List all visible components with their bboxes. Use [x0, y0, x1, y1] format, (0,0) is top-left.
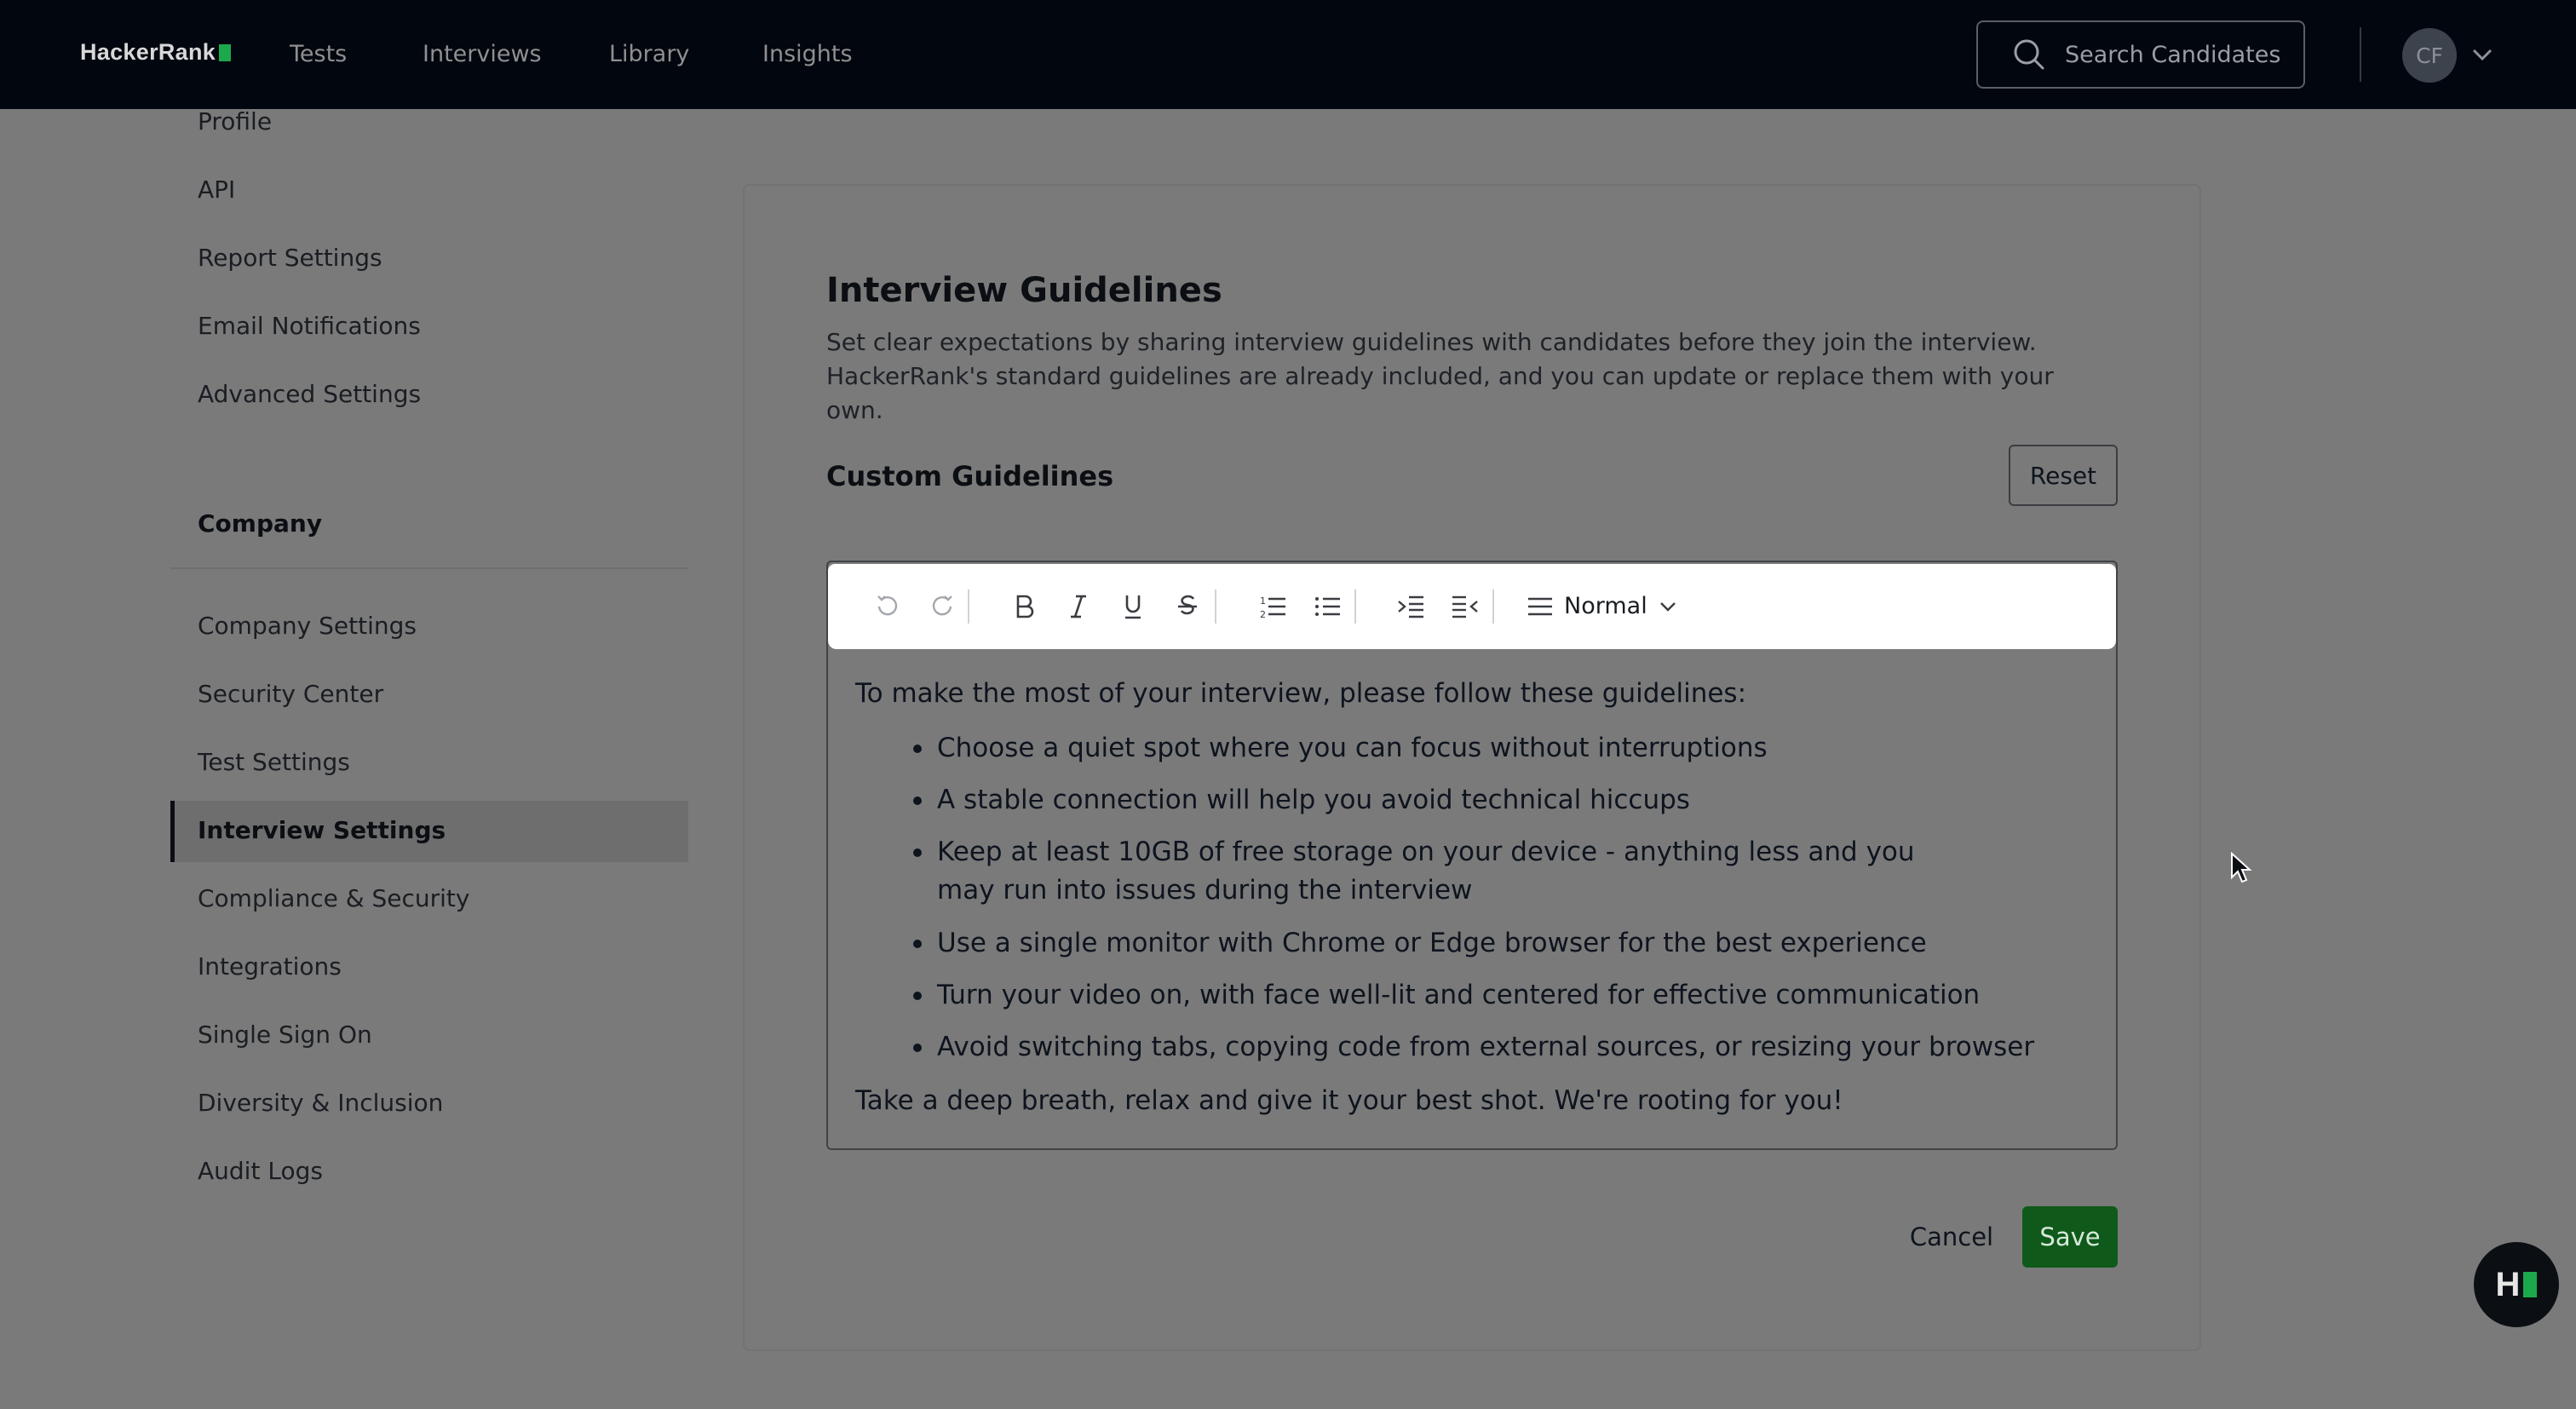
sidebar-item-diversity-inclusion[interactable]: Diversity & Inclusion: [198, 1089, 444, 1117]
chevron-down-icon[interactable]: [2470, 44, 2494, 65]
nav-insights[interactable]: Insights: [762, 41, 853, 67]
sidebar-divider: [170, 567, 688, 569]
toolbar-divider: [1492, 589, 1494, 624]
italic-icon[interactable]: [1061, 589, 1095, 624]
sidebar-item-security-center[interactable]: Security Center: [198, 680, 384, 708]
sidebar-item-single-sign-on[interactable]: Single Sign On: [198, 1021, 372, 1049]
avatar[interactable]: CF: [2402, 28, 2457, 83]
sidebar-item-profile[interactable]: Profile: [198, 107, 273, 135]
indent-icon[interactable]: [1394, 589, 1428, 624]
help-chat-button[interactable]: [2474, 1242, 2559, 1327]
bold-icon[interactable]: [1007, 589, 1041, 624]
section-title: Custom Guidelines: [826, 460, 1114, 492]
bullet-list-icon[interactable]: [1310, 589, 1344, 624]
sidebar-item-integrations[interactable]: Integrations: [198, 952, 342, 981]
logo-mark-icon: [219, 44, 231, 61]
help-logo-icon: H: [2495, 1265, 2521, 1303]
redo-icon[interactable]: [925, 589, 959, 624]
search-candidates-input[interactable]: [1976, 20, 2305, 89]
toolbar-divider: [1354, 589, 1356, 624]
list-item: Choose a quiet spot where you can focus without interruptions: [937, 729, 2044, 768]
nav-divider: [2360, 27, 2361, 82]
outdent-icon[interactable]: [1448, 589, 1482, 624]
sidebar-item-audit-logs[interactable]: Audit Logs: [198, 1157, 323, 1185]
sidebar-item-api[interactable]: API: [198, 175, 236, 204]
list-item: Keep at least 10GB of free storage on your device - anything less and you may run into issues during the interview: [937, 833, 1976, 910]
editor-toolbar: [828, 564, 2116, 649]
cancel-button[interactable]: Cancel: [1896, 1206, 2007, 1268]
align-icon[interactable]: [1523, 589, 1557, 624]
search-icon: [2012, 37, 2046, 72]
sidebar-item-email-notifications[interactable]: Email Notifications: [198, 312, 421, 340]
nav-interviews[interactable]: Interviews: [423, 41, 542, 67]
reset-button[interactable]: Reset: [2009, 445, 2118, 506]
top-navbar: [0, 0, 2576, 109]
block-style-select[interactable]: Normal: [1564, 593, 1647, 619]
page-description: Set clear expectations by sharing interview guidelines with candidates before they join the interview. HackerRank's standard guidelines are already included, and you can update or replace them with your own.: [826, 328, 2054, 424]
page-title: Interview Guidelines: [826, 271, 1222, 310]
chevron-down-icon[interactable]: [1651, 589, 1685, 624]
list-item: Avoid switching tabs, copying code from external sources, or resizing your browser: [937, 1028, 2044, 1067]
help-logo-mark-icon: [2523, 1272, 2537, 1297]
undo-icon[interactable]: [871, 589, 905, 624]
list-item: Use a single monitor with Chrome or Edge browser for the best experience: [937, 924, 2044, 963]
sidebar-item-advanced-settings[interactable]: Advanced Settings: [198, 380, 422, 408]
svg-text:1: 1: [1260, 595, 1266, 607]
sidebar-item-company-settings[interactable]: Company Settings: [198, 612, 417, 640]
sidebar-item-test-settings[interactable]: Test Settings: [198, 748, 350, 776]
guidelines-intro: To make the most of your interview, please follow these guidelines:: [855, 678, 1747, 709]
guidelines-outro: Take a deep breath, relax and give it your best shot. We're rooting for you!: [855, 1085, 1843, 1116]
sidebar-item-compliance-security[interactable]: Compliance & Security: [198, 884, 470, 912]
underline-icon[interactable]: [1116, 589, 1150, 624]
toolbar-divider: [968, 589, 969, 624]
sidebar-item-report-settings[interactable]: Report Settings: [198, 244, 382, 272]
hackerrank-logo[interactable]: [80, 39, 231, 66]
nav-library[interactable]: Library: [609, 41, 690, 67]
list-item: A stable connection will help you avoid technical hiccups: [937, 781, 2044, 820]
ordered-list-icon[interactable]: [1256, 589, 1290, 624]
save-button[interactable]: Save: [2022, 1206, 2118, 1268]
nav-tests[interactable]: Tests: [290, 41, 348, 67]
sidebar-item-interview-settings[interactable]: Interview Settings: [198, 816, 446, 844]
sidebar-heading-company: Company: [198, 509, 323, 538]
strikethrough-icon[interactable]: [1170, 589, 1205, 624]
toolbar-divider: [1215, 589, 1216, 624]
svg-text:2: 2: [1260, 609, 1266, 620]
search-placeholder: Search Candidates: [2065, 41, 2281, 68]
mouse-cursor-icon: [2230, 852, 2252, 884]
list-item: Turn your video on, with face well-lit and centered for effective communication: [937, 976, 2044, 1015]
logo-text: HackerRank: [80, 39, 216, 65]
